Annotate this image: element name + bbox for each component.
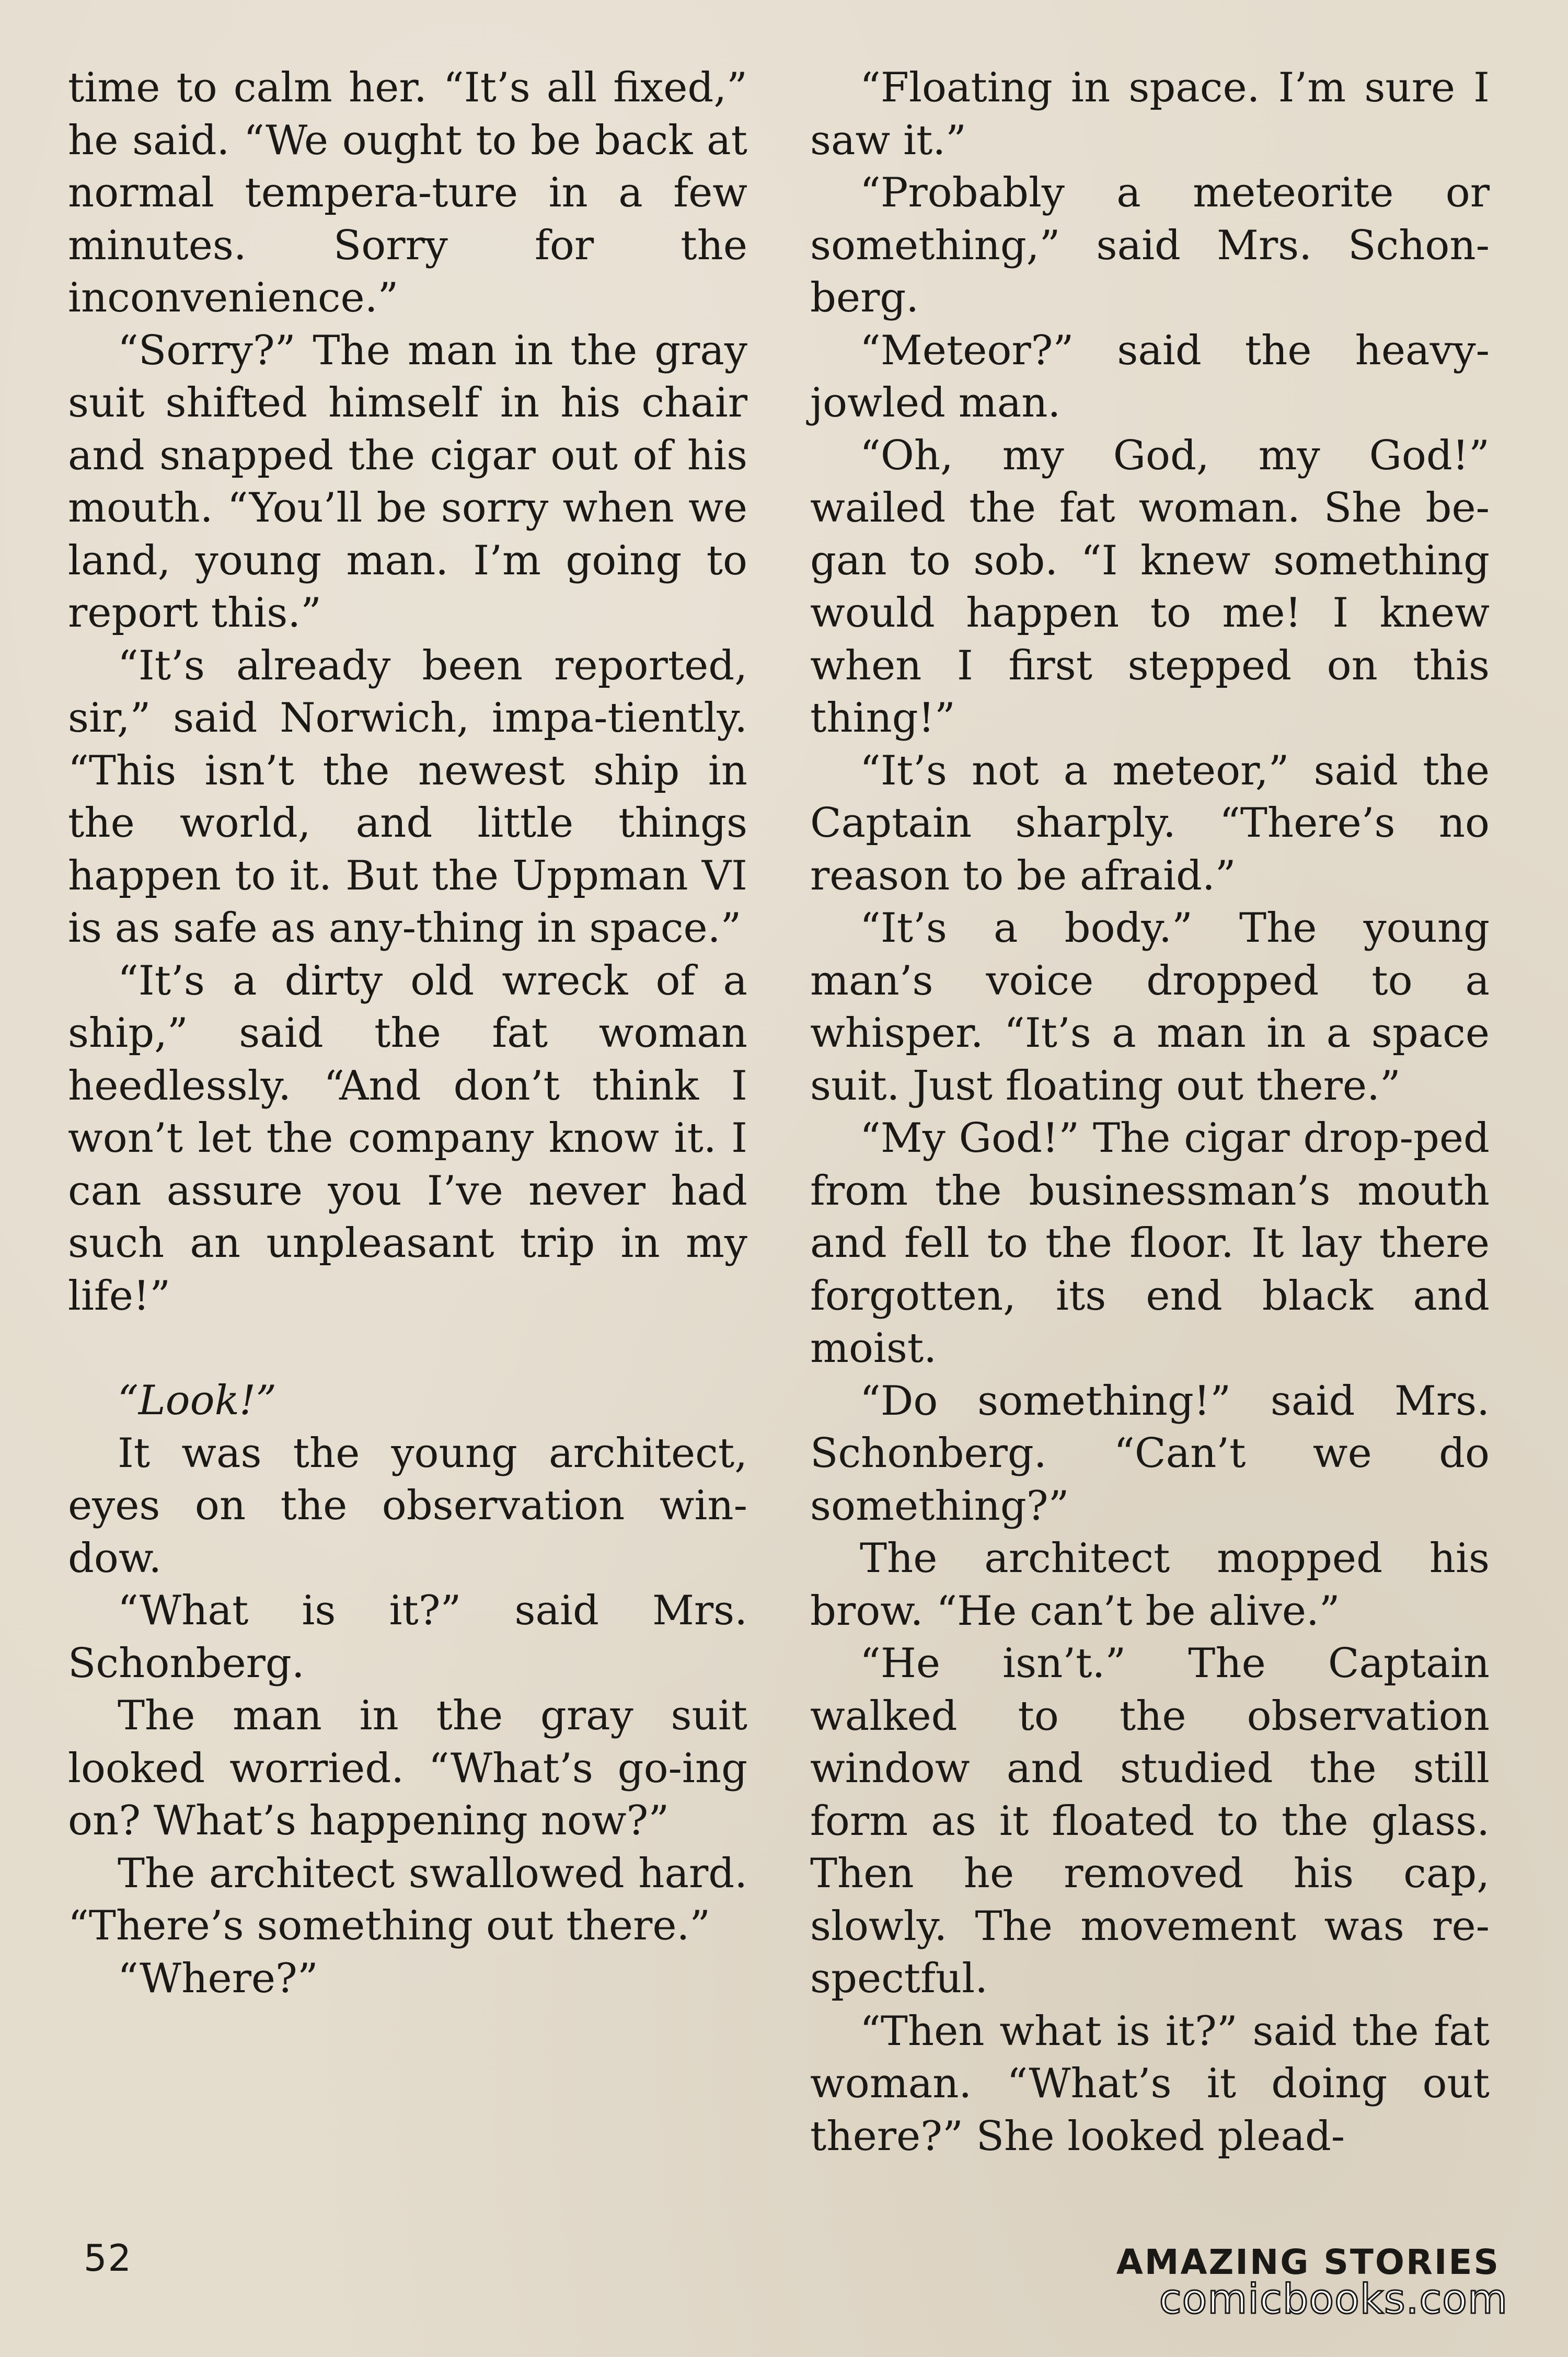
paragraph: “Where?”: [118, 1955, 318, 2002]
magazine-title: AMAZING STORIES: [1116, 2242, 1500, 2282]
paragraph: “He isn’t.” The Captain walked to the observation window and studied the still form as it floated to the glass. Then he removed his cap, slowly. The movement was re-spectful.: [810, 1640, 1490, 2002]
paragraph: The architect mopped his brow. “He can’t be alive.”: [810, 1535, 1490, 1635]
paragraph: “It’s a body.” The young man’s voice dropped to a whisper. “It’s a man in a space suit. Just floating out there.”: [810, 905, 1490, 1110]
paragraph: The architect swallowed hard. “There’s something out there.”: [68, 1850, 747, 1949]
paragraph: The man in the gray suit looked worried. “What’s go-ing on? What’s happening now?”: [68, 1692, 747, 1844]
paragraph: “Probably a meteorite or something,” said Mrs. Schon-berg.: [810, 169, 1490, 321]
left-column: [68, 62, 747, 2005]
paragraph: “Meteor?” said the heavy-jowled man.: [810, 327, 1490, 426]
paragraph: “Oh, my God, my God!” wailed the fat woman. She be-gan to sob. “I knew something would happen to me! I knew when I first stepped on this thing!”: [810, 432, 1490, 742]
right-column: [810, 62, 1490, 2163]
page-number: 52: [84, 2237, 133, 2280]
paragraph: time to calm her. “It’s all fixed,” he said. “We ought to be back at normal tempera-ture in a few minutes. Sorry for the inconvenience.”: [68, 64, 747, 321]
paragraph: “It’s already been reported, sir,” said Norwich, impa-tiently. “This isn’t the newest ship in the world, and little things happen to it. But the Uppman VI is as safe as any-thing in space.”: [68, 642, 747, 952]
paragraph: “Sorry?” The man in the gray suit shifted himself in his chair and snapped the cigar out of his mouth. “You’ll be sorry when we land, young man. I’m going to report this.”: [68, 327, 747, 637]
paragraph: “Do something!” said Mrs. Schonberg. “Can’t we do something?”: [810, 1377, 1490, 1530]
paragraph: “My God!” The cigar drop-ped from the businessman’s mouth and fell to the floor. It lay there forgotten, its end black and moist.: [810, 1115, 1490, 1372]
watermark: comicbooks.com: [1159, 2276, 1508, 2323]
paragraph: “Floating in space. I’m sure I saw it.”: [810, 64, 1490, 164]
paragraph: It was the young architect, eyes on the observation win-dow.: [68, 1429, 747, 1582]
paragraph: “It’s a dirty old wreck of a ship,” said the fat woman heedlessly. “And don’t think I won’t let the company know it. I can assure you I’ve never had such an unpleasant trip in my life!”: [68, 957, 747, 1320]
paragraph: “It’s not a meteor,” said the Captain sharply. “There’s no reason to be afraid.”: [810, 747, 1490, 899]
paragraph: “Then what is it?” said the fat woman. “What’s it doing out there?” She looked plead-: [810, 2007, 1490, 2160]
paragraph: “What is it?” said Mrs. Schonberg.: [68, 1587, 747, 1687]
paragraph-exclamation: “Look!”: [118, 1377, 277, 1424]
